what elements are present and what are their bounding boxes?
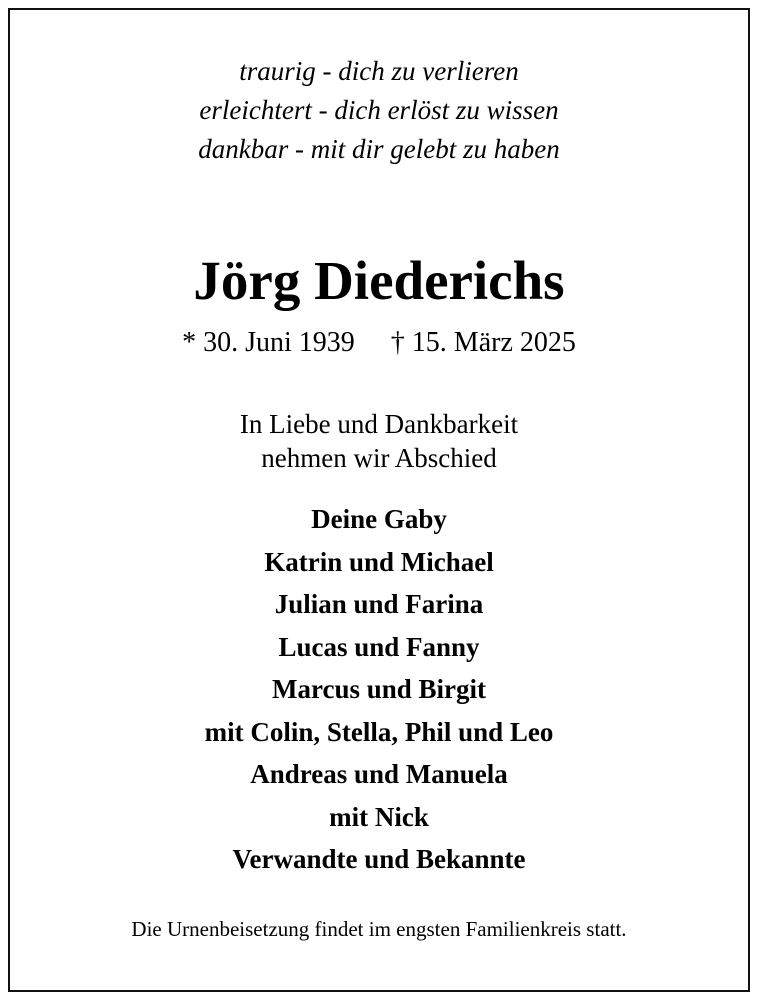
obituary-notice <box>8 8 750 992</box>
mourner-entry: mit Colin, Stella, Phil und Leo <box>204 716 554 747</box>
life-dates <box>10 323 748 363</box>
mourner-entry: Lucas und Fanny <box>278 631 480 662</box>
verse-line: dankbar - mit dir gelebt zu haben <box>198 134 560 164</box>
mourner-entry: Marcus und Birgit <box>271 674 487 704</box>
mourner-entry: Andreas und Manuela <box>250 759 508 789</box>
mourner-entry: mit Nick <box>329 801 429 832</box>
mourner-entry: Deine Gaby <box>311 504 447 534</box>
birth-date: * 30. Juni 1939 <box>182 327 355 358</box>
verse-block <box>10 52 748 169</box>
deceased-name: Jörg Diederichs <box>193 250 565 311</box>
farewell-line: nehmen wir Abschied <box>261 443 497 473</box>
verse-line: erleichtert - dich erlöst zu wissen <box>199 95 559 125</box>
verse-line: traurig - dich zu verlieren <box>239 56 519 86</box>
burial-note: Die Urnenbeisetzung findet im engsten Familienkreis statt. <box>131 917 627 941</box>
death-date: † 15. März 2025 <box>390 327 576 358</box>
farewell-text <box>10 407 748 475</box>
mourners-list <box>10 498 748 881</box>
mourner-entry: Julian und Farina <box>274 589 484 619</box>
mourner-entry: Katrin und Michael <box>264 546 494 577</box>
farewell-line: In Liebe und Dankbarkeit <box>239 409 519 439</box>
mourner-entry: Verwandte und Bekannte <box>232 844 526 874</box>
